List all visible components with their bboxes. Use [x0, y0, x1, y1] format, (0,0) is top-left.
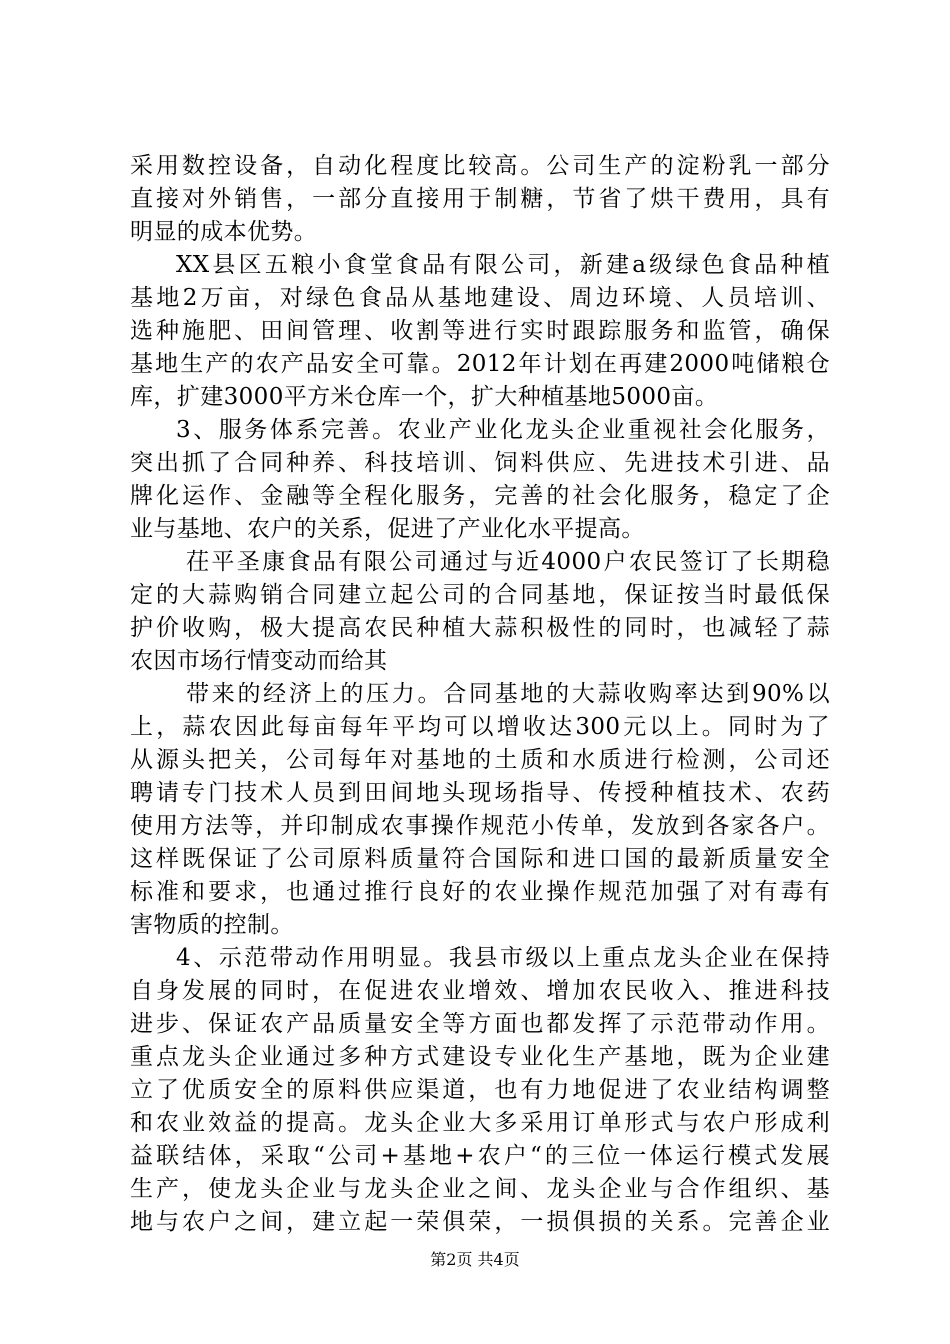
text-line: 农因市场行情变动而给其	[130, 648, 388, 674]
text-line: 护价收购，极大提高农民种植大蒜积极性的同时，也减轻了蒜	[130, 615, 830, 641]
paragraph-first-line: XX县区五粮小食堂食品有限公司，新建a级绿色食品种植	[176, 252, 830, 278]
text-line: 立了优质安全的原料供应渠道，也有力地促进了农业结构调整	[130, 1077, 830, 1103]
page-number-footer: 第2页 共4页	[430, 1250, 520, 1269]
text-line: 标准和要求，也通过推行良好的农业操作规范加强了对有毒有	[130, 879, 830, 905]
text-line: 库，扩建3000平方米仓库一个，扩大种植基地5000亩。	[130, 384, 719, 410]
text-line: 从源头把关，公司每年对基地的土质和水质进行检测，公司还	[130, 747, 830, 773]
text-line: 益联结体，采取“公司+基地+农户“的三位一体运行模式发展	[130, 1143, 830, 1169]
text-line: 直接对外销售，一部分直接用于制糖，节省了烘干费用，具有	[130, 186, 830, 212]
text-line: 自身发展的同时，在促进农业增效、增加农民收入、推进科技	[130, 978, 830, 1004]
text-line: 使用方法等，并印制成农事操作规范小传单，发放到各家各户。	[130, 813, 830, 839]
paragraph-first-line: 4、示范带动作用明显。我县市级以上重点龙头企业在保持	[176, 945, 830, 971]
text-line: 这样既保证了公司原料质量符合国际和进口国的最新质量安全	[130, 846, 830, 872]
text-line: 害物质的控制。	[130, 912, 294, 938]
text-line: 上，蒜农因此每亩每年平均可以增收达300元以上。同时为了	[130, 714, 830, 740]
text-line: 牌化运作、金融等全程化服务，完善的社会化服务，稳定了企	[130, 483, 830, 509]
text-line: 生产，使龙头企业与龙头企业之间、龙头企业与合作组织、基	[130, 1176, 830, 1202]
text-line: 进步、保证农产品质量安全等方面也都发挥了示范带动作用。	[130, 1011, 830, 1037]
paragraph-first-line: 带来的经济上的压力。合同基地的大蒜收购率达到90%以	[186, 681, 830, 707]
text-line: 基地2万亩，对绿色食品从基地建设、周边环境、人员培训、	[130, 285, 830, 311]
document-body	[130, 150, 830, 1239]
text-line: 重点龙头企业通过多种方式建设专业化生产基地，既为企业建	[130, 1044, 830, 1070]
paragraph-first-line: 茌平圣康食品有限公司通过与近4000户农民签订了长期稳	[186, 549, 830, 575]
text-line: 基地生产的农产品安全可靠。2012年计划在再建2000吨储粮仓	[130, 351, 830, 377]
paragraph-first-line: 3、服务体系完善。农业产业化龙头企业重视社会化服务，	[176, 417, 830, 443]
text-line: 选种施肥、田间管理、收割等进行实时跟踪服务和监管，确保	[130, 318, 830, 344]
text-line: 和农业效益的提高。龙头企业大多采用订单形式与农户形成利	[130, 1110, 830, 1136]
text-line: 聘请专门技术人员到田间地头现场指导、传授种植技术、农药	[130, 780, 830, 806]
text-line: 定的大蒜购销合同建立起公司的合同基地，保证按当时最低保	[130, 582, 830, 608]
text-line: 业与基地、农户的关系，促进了产业化水平提高。	[130, 516, 645, 542]
text-line: 地与农户之间，建立起一荣俱荣，一损俱损的关系。完善企业	[130, 1209, 830, 1235]
text-line: 突出抓了合同种养、科技培训、饲料供应、先进技术引进、品	[130, 450, 830, 476]
text-line: 明显的成本优势。	[130, 219, 318, 245]
text-line: 采用数控设备，自动化程度比较高。公司生产的淀粉乳一部分	[130, 153, 830, 179]
